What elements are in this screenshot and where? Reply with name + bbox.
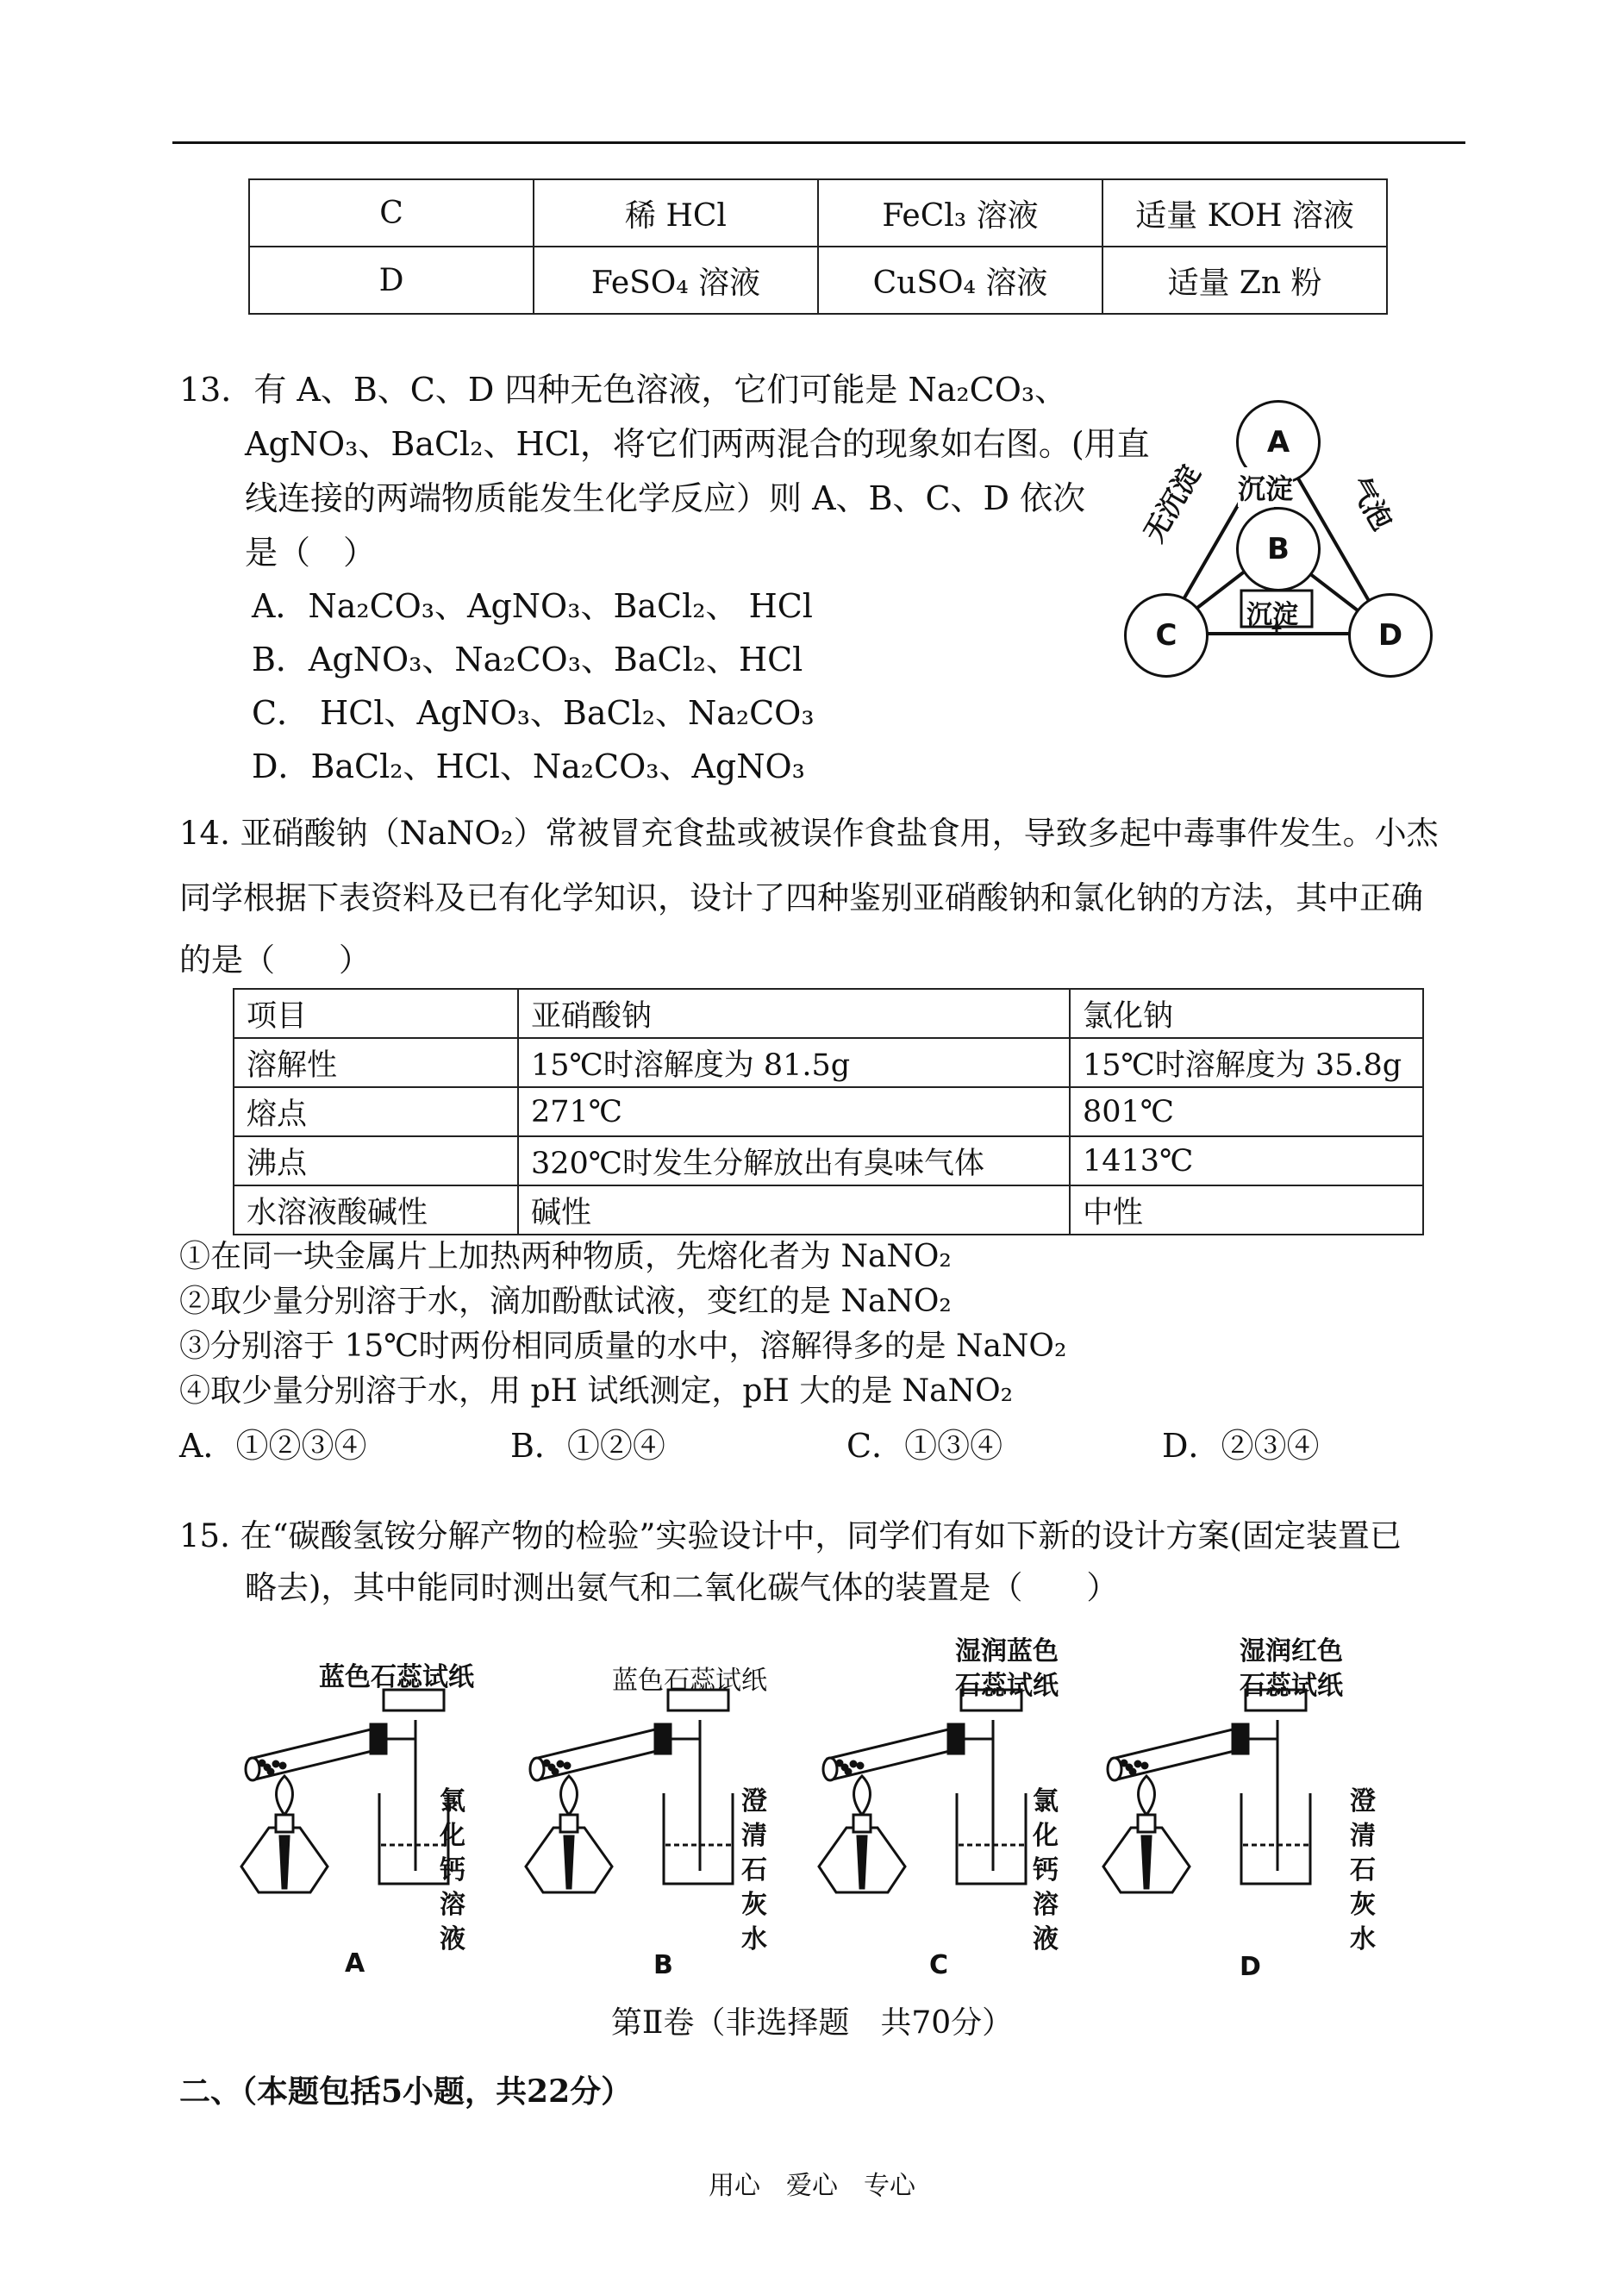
apparatus-figure (233, 1638, 1440, 2000)
q14-statement-1: ①在同一块金属片上加热两种物质，先熔化者为 NaNO₂ (179, 1239, 952, 1274)
q13-option-b: B．AgNO₃、Na₂CO₃、BaCl₂、HCl (252, 641, 803, 678)
reaction-diagram (1112, 397, 1440, 681)
q13-line2: AgNO₃、BaCl₂、HCl，将它们两两混合的现象如右图。(用直 (245, 425, 1150, 463)
q13-option-a: A．Na₂CO₃、AgNO₃、BaCl₂、 HCl (252, 587, 813, 625)
label-precipitate-ab: 沉淀 (1238, 467, 1293, 507)
panel-a-letter: A (345, 1948, 365, 1979)
part2-title: 第Ⅱ卷（非选择题 共70分） (610, 2005, 1014, 2041)
q13-line1: 13．有 A、B、C、D 四种无色溶液，它们可能是 Na₂CO₃、 (179, 371, 1068, 409)
options-table (248, 178, 1388, 315)
q15-line1: 15. 在“碳酸氢铵分解产物的检验”实验设计中，同学们有如下新的设计方案(固定装置已 (179, 1517, 1402, 1554)
node-a: A (1236, 400, 1321, 485)
panel-d-letter: D (1240, 1952, 1261, 1982)
table-cell: C (249, 179, 534, 247)
table-cell: 适量 KOH 溶液 (1102, 179, 1387, 247)
q13-option-d: D．BaCl₂、HCl、Na₂CO₃、AgNO₃ (252, 747, 805, 785)
table-row (234, 1087, 1423, 1136)
table-cell: 溶解性 (234, 1038, 518, 1087)
q14-line3: 的是（ ） (179, 941, 371, 979)
table-cell: 中性 (1070, 1185, 1423, 1235)
table-cell: 熔点 (234, 1087, 518, 1136)
node-d: D (1348, 593, 1433, 678)
q13-line3: 线连接的两端物质能发生化学反应）则 A、B、C、D 依次 (245, 479, 1086, 517)
table-row (249, 247, 1387, 314)
panel-d-liquid-label: 澄清石灰水 (1350, 1786, 1376, 1954)
panel-c-paper-label-1: 湿润蓝色 (955, 1636, 1059, 1667)
table-cell: 801℃ (1070, 1087, 1423, 1136)
panel-b-letter: B (653, 1950, 673, 1980)
panel-c-liquid-label: 氯化钙溶液 (1033, 1786, 1059, 1954)
q14-option-d: D．②③④ (1162, 1427, 1320, 1465)
table-cell: 氯化钠 (1070, 989, 1423, 1038)
panel-b-liquid-label: 澄清石灰水 (741, 1786, 767, 1954)
table-row (234, 1038, 1423, 1087)
table-cell: 碱性 (518, 1185, 1070, 1235)
q14-line1: 14. 亚硝酸钠（NaNO₂）常被冒充食盐或被误作食盐食用，导致多起中毒事件发生。小杰 (179, 815, 1439, 852)
table-cell: 15℃时溶解度为 81.5g (518, 1038, 1070, 1087)
panel-c-letter: C (929, 1950, 949, 1980)
property-table (233, 988, 1424, 1235)
label-no-precipitate: 无沉淀 (1137, 459, 1208, 548)
table-cell: 320℃时发生分解放出有臭味气体 (518, 1136, 1070, 1185)
table-cell: FeSO₄ 溶液 (534, 247, 818, 314)
table-cell: 沸点 (234, 1136, 518, 1185)
table-cell: FeCl₃ 溶液 (818, 179, 1102, 247)
table-cell: 适量 Zn 粉 (1102, 247, 1387, 314)
table-row (234, 1185, 1423, 1235)
panel-d-paper-label-2: 石蕊试纸 (1240, 1671, 1343, 1701)
panel-b-paper-label: 蓝色石蕊试纸 (612, 1666, 767, 1696)
table-row (234, 989, 1423, 1038)
q14-line2: 同学根据下表资料及已有化学知识，设计了四种鉴别亚硝酸钠和氯化钠的方法，其中正确 (179, 879, 1423, 916)
panel-a-liquid-label: 氯化钙溶液 (440, 1786, 465, 1954)
node-c: C (1124, 593, 1209, 678)
label-precipitate-box: 沉淀 (1246, 600, 1298, 630)
q14-statement-3: ③分别溶于 15℃时两份相同质量的水中，溶解得多的是 NaNO₂ (179, 1329, 1067, 1364)
panel-c-paper-label-2: 石蕊试纸 (955, 1671, 1059, 1701)
header-rule (172, 141, 1465, 144)
table-cell: CuSO₄ 溶液 (818, 247, 1102, 314)
table-cell: D (249, 247, 534, 314)
panel-a-paper-label: 蓝色石蕊试纸 (319, 1662, 474, 1692)
section-2-heading: 二、（本题包括5小题，共22分） (179, 2073, 633, 2110)
q14-option-b: B．①②④ (510, 1427, 665, 1465)
table-cell: 271℃ (518, 1087, 1070, 1136)
label-gas-bubbles: 气泡 (1342, 471, 1399, 536)
table-cell: 项目 (234, 989, 518, 1038)
panel-d-paper-label-1: 湿润红色 (1240, 1636, 1343, 1667)
q14-statement-4: ④取少量分别溶于水，用 pH 试纸测定，pH 大的是 NaNO₂ (179, 1373, 1014, 1409)
table-row (234, 1136, 1423, 1185)
q15-line2: 略去)，其中能同时测出氨气和二氧化碳气体的装置是（ ） (245, 1569, 1119, 1606)
q14-option-c: C．①③④ (846, 1427, 1003, 1465)
table-cell: 15℃时溶解度为 35.8g (1070, 1038, 1423, 1087)
q14-statement-2: ②取少量分别溶于水，滴加酚酞试液，变红的是 NaNO₂ (179, 1284, 952, 1319)
page-footer: 用心 爱心 专心 (709, 2171, 915, 2201)
table-cell: 稀 HCl (534, 179, 818, 247)
node-b: B (1236, 507, 1321, 591)
table-cell: 水溶液酸碱性 (234, 1185, 518, 1235)
q14-option-a: A．①②③④ (179, 1427, 367, 1465)
q13-option-c: C． HCl、AgNO₃、BaCl₂、Na₂CO₃ (252, 694, 815, 732)
q13-line4: 是（ ） (245, 534, 377, 572)
table-cell: 1413℃ (1070, 1136, 1423, 1185)
table-cell: 亚硝酸钠 (518, 989, 1070, 1038)
table-row (249, 179, 1387, 247)
